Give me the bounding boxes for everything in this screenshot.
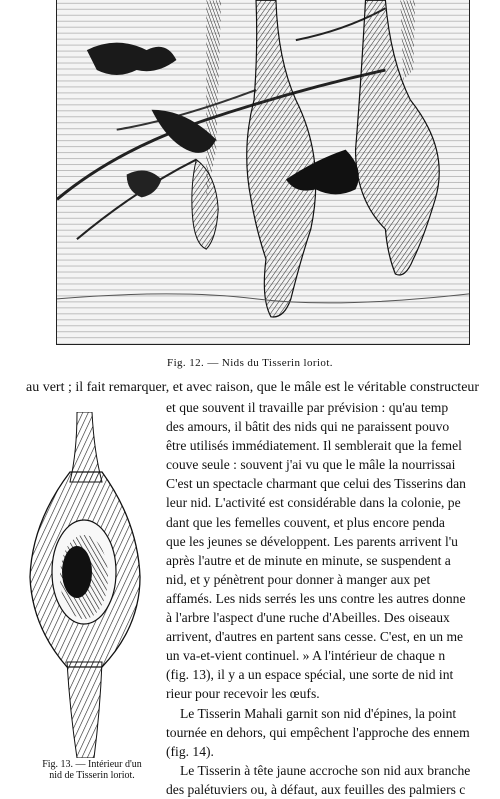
- text-line: C'est un spectacle charmant que celui des Tisserins dan: [166, 476, 466, 492]
- text-line: des palétuviers ou, à défaut, aux feuilles des palmiers c: [166, 781, 466, 797]
- figure-12-engraving: [56, 0, 470, 345]
- text-line: rieur pour recevoir les œufs.: [166, 686, 320, 702]
- text-line: Le Tisserin Mahali garnit son nid d'épines, la point: [180, 705, 457, 721]
- text-line: Le Tisserin à tête jaune accroche son nid aux branche: [180, 762, 471, 778]
- text-line: nid, et y pénètrent pour donner à manger aux pet: [166, 571, 431, 587]
- text-line: leur nid. L'activité est considérable dans la colonie, pe: [166, 495, 461, 511]
- text-line: tournée en dehors, qui empêchent l'approche des ennem: [166, 724, 470, 740]
- lead-paragraph-line: au vert ; il fait remarquer, et avec raison, que le mâle est le véritable constructeur: [26, 380, 480, 395]
- text-line: des amours, il bâtit des nids qui ne paraissent pouvo: [166, 419, 450, 435]
- text-line: et que souvent il travaille par prévision : qu'au temp: [166, 400, 449, 415]
- figure-13-caption: [22, 759, 162, 781]
- text-line: arrivent, d'autres en partent sans cesse. C'est, en un me: [166, 629, 464, 645]
- text-line: à l'arbre l'aspect d'une ruche d'Abeilles. Des oiseaux: [166, 610, 450, 626]
- text-line: un va-et-vient continuel. » A l'intérieur de chaque n: [166, 648, 446, 664]
- text-line: être utilisés immédiatement. Il semblerait que la femel: [166, 438, 462, 454]
- text-line: que les jeunes se développent. Les parents arrivent l'u: [166, 533, 458, 549]
- figure-12-caption: Fig. 12. — Nids du Tisserin loriot.: [167, 357, 333, 369]
- text-line: affamés. Les nids serrés les uns contre les autres donne: [166, 590, 466, 606]
- figure-13-caption-line: nid de Tisserin loriot.: [49, 770, 135, 781]
- figure-13-caption-line: Fig. 13. — Intérieur d'un: [42, 759, 142, 770]
- body-text-column: [166, 398, 500, 799]
- text-line: couve seule : souvent j'ai vu que le mâle la nourrissai: [166, 457, 456, 473]
- text-line: (fig. 14).: [166, 743, 214, 759]
- text-line: après l'autre et de minute en minute, se suspendent a: [166, 552, 451, 568]
- figure-13-nest-interior: [22, 412, 148, 758]
- text-line: dant que les femelles couvent, et plus encore penda: [166, 514, 445, 530]
- text-line: (fig. 13), il y a un espace spécial, une sorte de nid int: [166, 667, 454, 683]
